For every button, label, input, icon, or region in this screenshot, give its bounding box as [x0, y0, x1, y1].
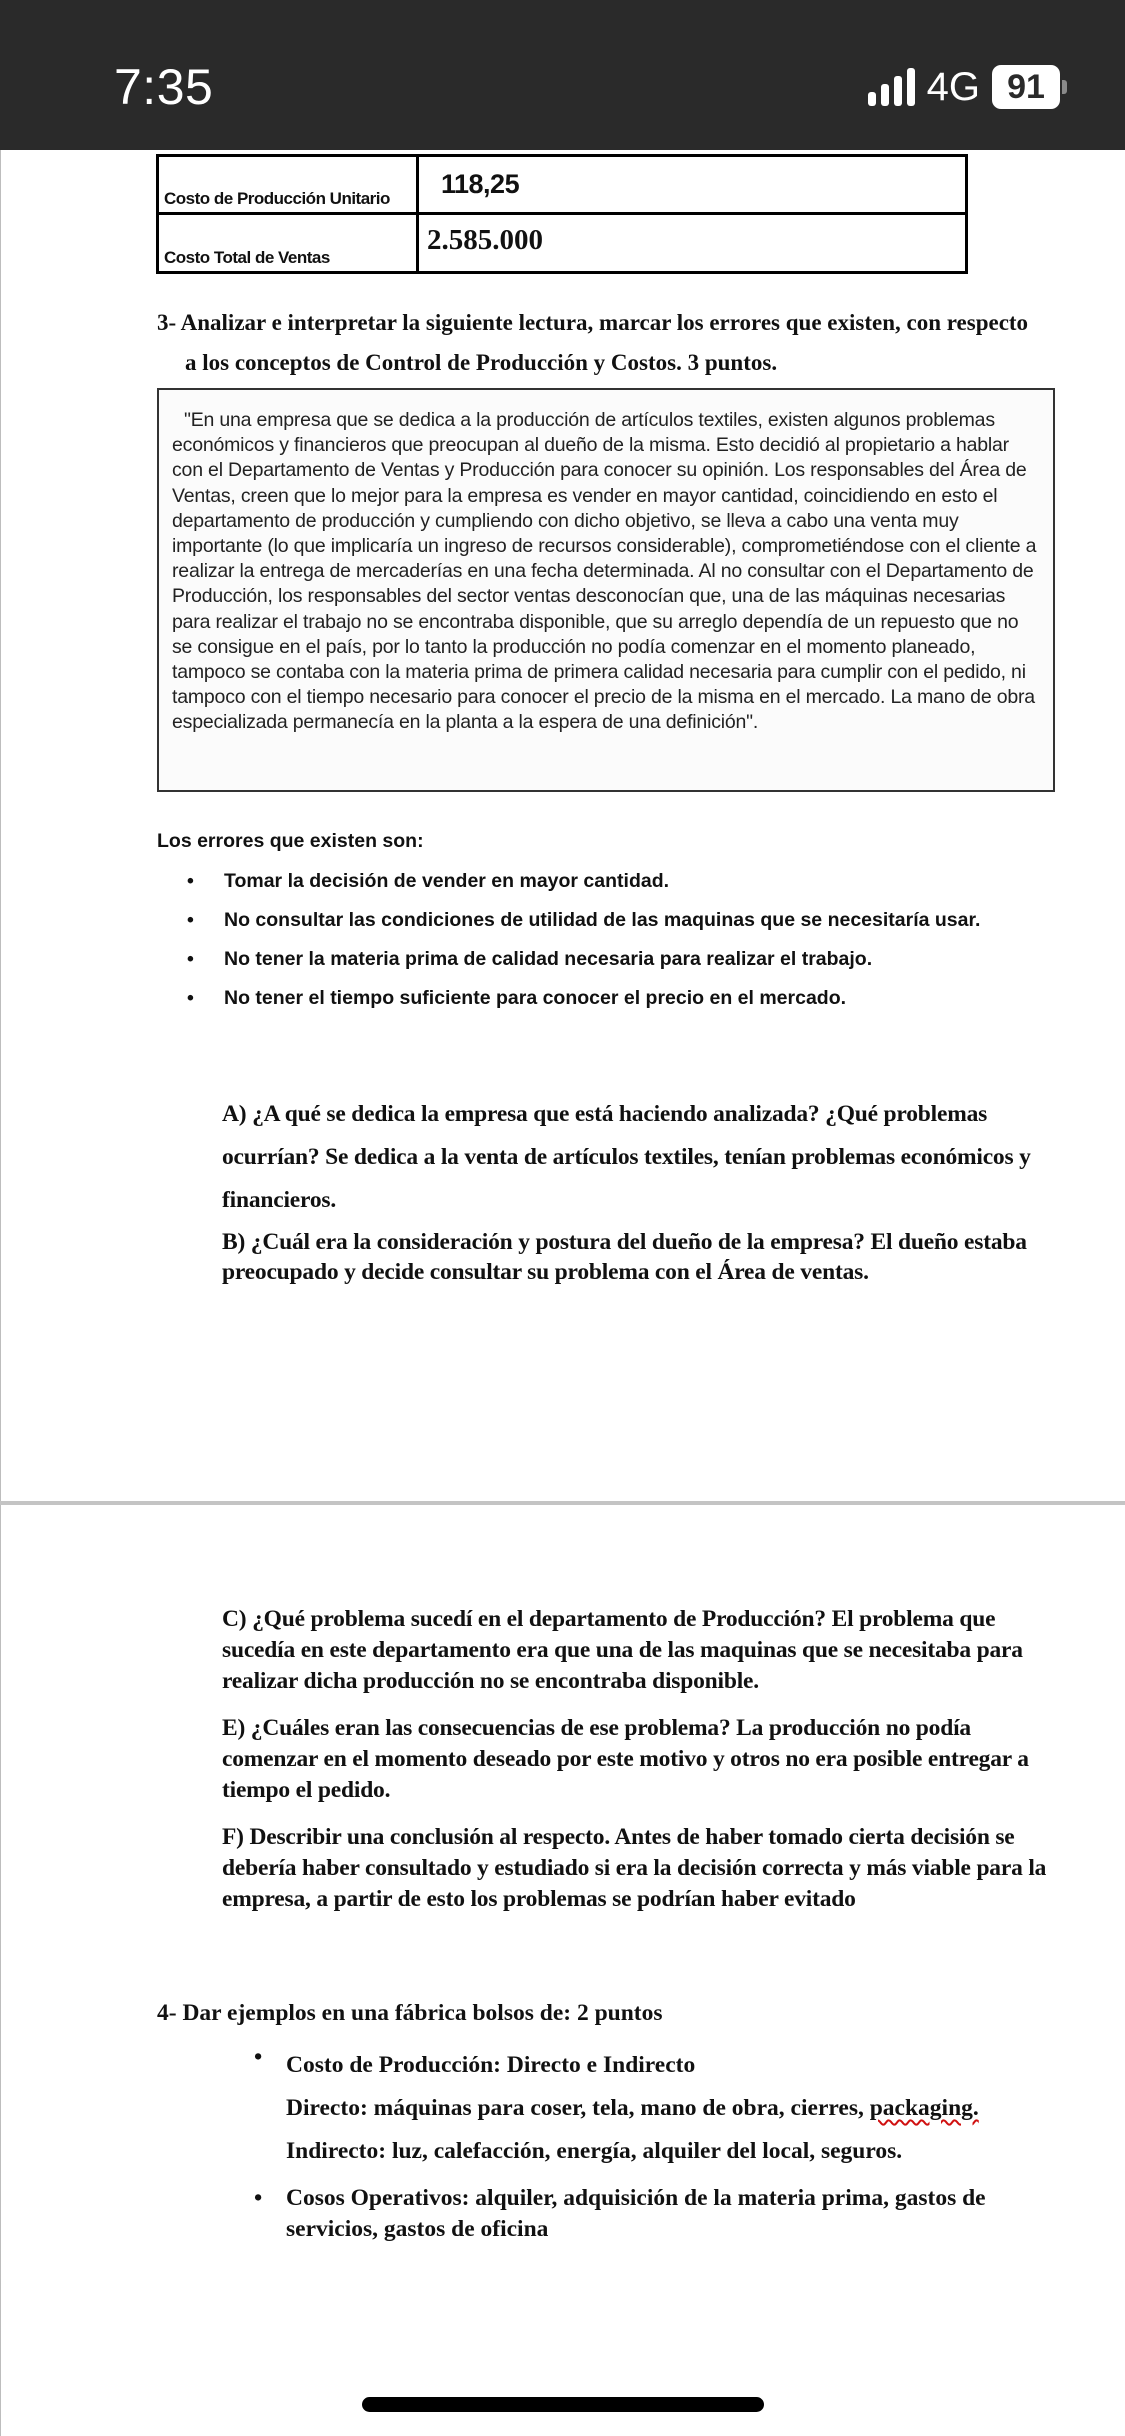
answer-e: E) ¿Cuáles eran las consecuencias de ese problema? La producción no podía comenzar en el momento deseado por este motivo y otros no era posible entregar a tiempo el pedido. [222, 1715, 1029, 1803]
table-cell-value: 2.585.000 [418, 214, 967, 273]
table-cell-label: Costo Total de Ventas [158, 214, 418, 273]
list-item [157, 979, 1077, 1018]
answer-f: F) Describir una conclusión al respecto. Antes de haber tomado cierta decisión se debería haber consultado y estudiado si era la decisión correcta y más viable para la empresa, a partir de esto los problemas se podrían haber evitado [222, 1824, 1047, 1912]
answer-a: A) ¿A qué se dedica la empresa que está haciendo analizada? ¿Qué problemas ocurrían? Se dedica a la venta de artículos textiles, tenían problemas económicos y financieros. [222, 1101, 1031, 1213]
bullet-icon: • [187, 948, 194, 970]
production-cost-heading: Costo de Producción: Directo e Indirecto [286, 2052, 696, 2078]
list-item [157, 901, 1077, 940]
battery-tip [1062, 80, 1067, 94]
question-3-title [157, 303, 1077, 383]
list-item [254, 2044, 1074, 2173]
error-text: No tener el tiempo suficiente para conocer el precio en el mercado. [224, 987, 847, 1009]
bullet-icon: • [254, 2185, 263, 2211]
list-item [157, 940, 1077, 979]
status-indicators [868, 64, 1067, 110]
errors-heading: Los errores que existen son: [157, 830, 424, 852]
operating-costs: Cosos Operativos: alquiler, adquisición de la materia prima, gastos de servicios, gastos de oficina [286, 2185, 986, 2242]
error-text: No consultar las condiciones de utilidad de las maquinas que se necesitaría usar. [224, 909, 981, 931]
bullet-icon: • [254, 2044, 263, 2070]
error-text: No tener la materia prima de calidad necesaria para realizar el trabajo. [224, 948, 873, 970]
bullet-icon: • [187, 909, 194, 931]
error-text: Tomar la decisión de vender en mayor cantidad. [224, 870, 670, 892]
table-row [158, 156, 967, 214]
battery-icon [992, 65, 1067, 109]
reading-text: "En una empresa que se dedica a la producción de artículos textiles, existen algunos problemas económicos y financieros que preocupan al dueño de la misma. Esto decidió al propietario a hablar con el Departamento de Ventas y Producción para conocer su opinión. Los responsables del Área de Ventas, creen que lo mejor para la empresa es vender en mayor cantidad, coincidiendo en esto el departamento de producción y cumpliendo con dicho objetivo, se lleva a cabo una venta muy importante (lo que implicaría un ingreso de recursos considerable), comprometiéndose con el cliente a realizar la entrega de mercaderías en una fecha determinada. Al no consultar con el Departamento de Producción, los responsables del sector ventas desconocían que, una de las máquinas necesarias para realizar el trabajo no se encontraba disponible, que su arreglo dependía de un repuesto que no se consigue en el país, por lo tanto la producción no podía comenzar en el momento planeado, tampoco se contaba con la materia prima de primera calidad necesaria para cumplir con el pedido, ni tampoco con el tiempo necesario para conocer el precio de la misma en el mercado. La mano de obra especializada permanecía en la planta a la espera de una definición". [172, 409, 1037, 734]
table-cell-label: Costo de Producción Unitario [158, 156, 418, 214]
list-item [254, 2183, 1074, 2245]
bullet-icon: • [187, 870, 194, 892]
reading-passage [157, 388, 1055, 792]
list-item [157, 862, 1077, 901]
bullet-icon: • [187, 987, 194, 1009]
table-row [158, 214, 967, 273]
battery-level: 91 [992, 65, 1060, 109]
question-3-title-line1: 3- Analizar e interpretar la siguiente lectura, marcar los errores que existen, con respecto [157, 310, 1029, 335]
page-break-divider [0, 1501, 1125, 1505]
table-cell-value: 118,25 [418, 156, 967, 214]
status-bar [0, 0, 1125, 150]
page-edge [0, 150, 1, 2436]
signal-icon [868, 68, 915, 106]
status-time: 7:35 [114, 59, 214, 115]
answer-c: C) ¿Qué problema sucedí en el departamento de Producción? El problema que sucedía en este departamento era que una de las maquinas que se necesitaba para realizar dicha producción no se encontraba disponible. [222, 1606, 1023, 1694]
question-3-title-line2: a los conceptos de Control de Producción y Costos. 3 puntos. [185, 350, 778, 375]
direct-costs-text: Directo: máquinas para coser, tela, mano de obra, cierres, [286, 2095, 870, 2121]
direct-costs [286, 2087, 1074, 2130]
network-type: 4G [926, 64, 980, 109]
question-4-list [254, 2044, 1074, 2245]
answer-b: B) ¿Cuál era la consideración y postura del dueño de la empresa? El dueño estaba preocupado y decide consultar su problema con el Área de ventas. [222, 1229, 1027, 1285]
indirect-costs: Indirecto: luz, calefacción, energía, alquiler del local, seguros. [286, 2138, 903, 2164]
question-4-title: 4- Dar ejemplos en una fábrica bolsos de: 2 puntos [157, 2000, 663, 2026]
cost-table [156, 154, 968, 274]
home-indicator[interactable] [362, 2397, 764, 2412]
spellcheck-flagged-word[interactable]: packaging. [869, 2095, 979, 2121]
errors-list [157, 862, 1077, 1018]
